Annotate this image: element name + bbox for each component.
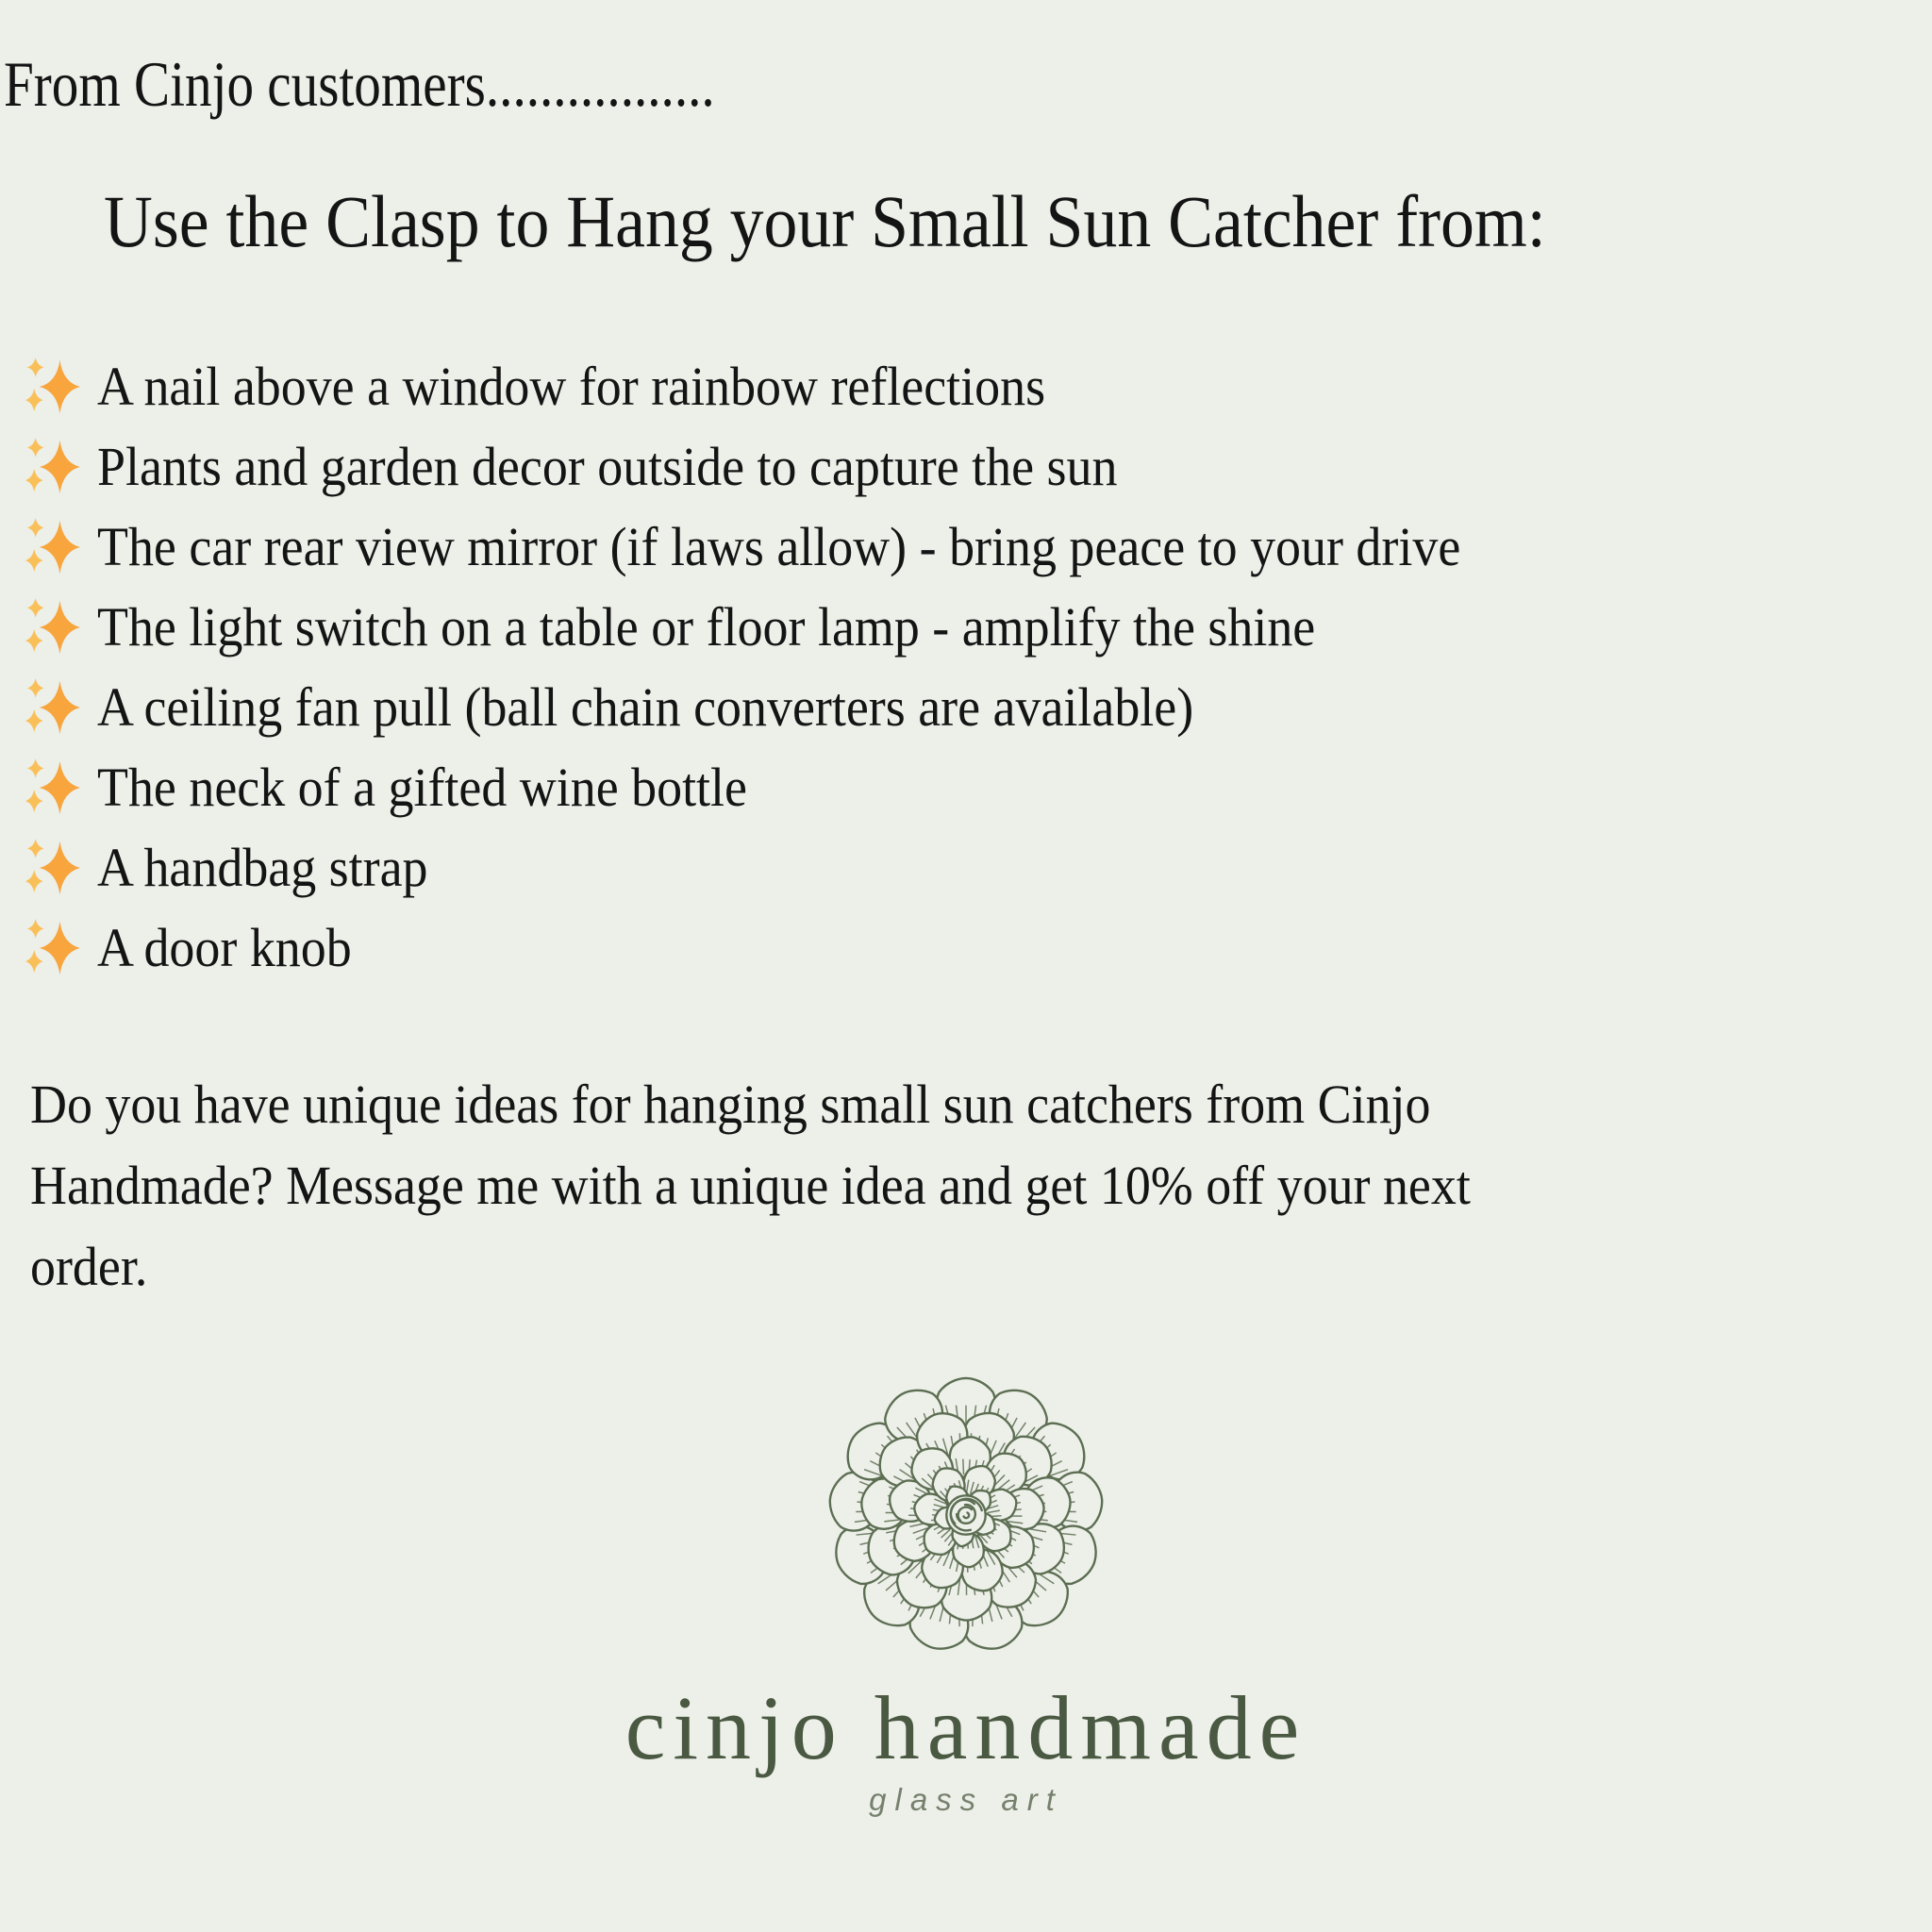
paragraph-line: order.: [30, 1236, 148, 1297]
list-item-text: A nail above a window for rainbow reflections: [97, 356, 1046, 417]
sparkles-icon: [24, 438, 80, 496]
sparkles-icon: [24, 358, 80, 416]
brand-name: cinjo handmade: [625, 1677, 1307, 1778]
list-item-text: A door knob: [97, 917, 352, 978]
header-line: From Cinjo customers.................: [4, 48, 715, 120]
list-item: [24, 667, 1563, 747]
sparkles-icon: [24, 598, 80, 657]
promo-paragraph: [30, 1064, 1579, 1307]
list-item-text: Plants and garden decor outside to capture the sun: [97, 436, 1118, 497]
list-item-text: A handbag strap: [97, 837, 428, 898]
paragraph-line: Do you have unique ideas for hanging small sun catchers from Cinjo: [30, 1074, 1431, 1135]
sparkles-icon: [24, 839, 80, 897]
succulent-flower-icon: [824, 1366, 1108, 1664]
list-item: [24, 346, 1563, 426]
list-item: [24, 426, 1563, 507]
list-item: [24, 908, 1563, 988]
page-title: Use the Clasp to Hang your Small Sun Catcher from:: [104, 180, 1546, 262]
sparkles-icon: [24, 919, 80, 977]
brand-tagline: glass art: [869, 1782, 1063, 1817]
list-item-text: The car rear view mirror (if laws allow) - bring peace to your drive: [97, 516, 1461, 577]
list-item: [24, 827, 1563, 908]
sparkles-icon: [24, 758, 80, 817]
brand-logo: [0, 1366, 1932, 1818]
list-item: [24, 507, 1563, 587]
paragraph-line: Handmade? Message me with a unique idea and get 10% off your next: [30, 1155, 1471, 1216]
list-item: [24, 747, 1563, 827]
sparkles-icon: [24, 518, 80, 576]
list-item: [24, 587, 1563, 667]
hanging-ideas-list: [24, 346, 1563, 988]
list-item-text: The light switch on a table or floor lamp - amplify the shine: [97, 596, 1316, 658]
list-item-text: A ceiling fan pull (ball chain converters are available): [97, 676, 1194, 738]
list-item-text: The neck of a gifted wine bottle: [97, 757, 747, 818]
sparkles-icon: [24, 678, 80, 737]
